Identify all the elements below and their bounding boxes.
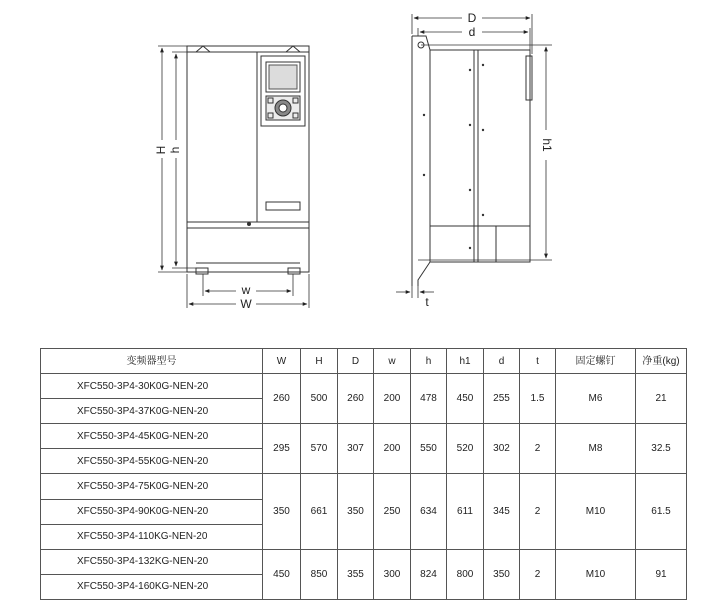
column-header: h	[411, 349, 447, 374]
column-header: 变频器型号	[41, 349, 263, 374]
value-cell-h1: 800	[447, 549, 484, 599]
value-cell-d: 345	[484, 474, 520, 549]
value-cell-screw: M8	[556, 424, 636, 474]
value-cell-t: 2	[520, 549, 556, 599]
table-row	[41, 424, 687, 449]
value-cell-h: 824	[411, 549, 447, 599]
column-header: w	[374, 349, 411, 374]
table-header-row	[41, 349, 687, 374]
value-cell-weight: 21	[636, 374, 687, 424]
value-cell-w: 200	[374, 424, 411, 474]
model-cell: XFC550-3P4-132KG-NEN-20	[41, 549, 263, 574]
value-cell-h: 661	[301, 474, 338, 549]
table-row	[41, 549, 687, 574]
model-cell: XFC550-3P4-30K0G-NEN-20	[41, 374, 263, 399]
value-cell-w: 450	[263, 549, 301, 599]
value-cell-d: 350	[338, 474, 374, 549]
value-cell-d: 355	[338, 549, 374, 599]
label-d: d	[468, 25, 476, 39]
front-view	[187, 46, 309, 274]
model-cell: XFC550-3P4-90K0G-NEN-20	[41, 499, 263, 524]
label-h: h	[168, 146, 183, 154]
value-cell-weight: 91	[636, 549, 687, 599]
value-cell-w: 300	[374, 549, 411, 599]
bottom-right-foot	[288, 268, 300, 274]
model-cell: XFC550-3P4-45K0G-NEN-20	[41, 424, 263, 449]
column-header: 固定螺钉	[556, 349, 636, 374]
value-cell-t: 1.5	[520, 374, 556, 424]
column-header: D	[338, 349, 374, 374]
value-cell-d: 255	[484, 374, 520, 424]
nameplate-slot	[266, 202, 300, 210]
label-w: w	[241, 283, 251, 297]
value-cell-h: 500	[301, 374, 338, 424]
value-cell-h1: 520	[447, 424, 484, 474]
value-cell-h: 634	[411, 474, 447, 549]
top-left-tab	[196, 46, 210, 52]
table-row	[41, 374, 687, 399]
model-cell: XFC550-3P4-37K0G-NEN-20	[41, 399, 263, 424]
column-header: t	[520, 349, 556, 374]
value-cell-d: 302	[484, 424, 520, 474]
column-header: 净重(kg)	[636, 349, 687, 374]
bottom-left-foot	[196, 268, 208, 274]
value-cell-w: 200	[374, 374, 411, 424]
value-cell-h: 850	[301, 549, 338, 599]
model-cell: XFC550-3P4-75K0G-NEN-20	[41, 474, 263, 499]
model-cell: XFC550-3P4-160KG-NEN-20	[41, 574, 263, 599]
value-cell-w: 295	[263, 424, 301, 474]
value-cell-t: 2	[520, 424, 556, 474]
value-cell-screw: M10	[556, 474, 636, 549]
value-cell-d: 350	[484, 549, 520, 599]
column-header: W	[263, 349, 301, 374]
value-cell-t: 2	[520, 474, 556, 549]
value-cell-d: 260	[338, 374, 374, 424]
side-view	[412, 36, 532, 286]
label-H: H	[154, 145, 169, 155]
value-cell-screw: M10	[556, 549, 636, 599]
label-W: W	[240, 297, 252, 311]
value-cell-screw: M6	[556, 374, 636, 424]
side-keypad-protrusion	[526, 56, 532, 100]
model-cell: XFC550-3P4-55K0G-NEN-20	[41, 449, 263, 474]
value-cell-w: 350	[263, 474, 301, 549]
top-right-tab	[286, 46, 300, 52]
value-cell-w: 250	[374, 474, 411, 549]
label-D: D	[467, 11, 477, 25]
table-row	[41, 474, 687, 499]
value-cell-h1: 450	[447, 374, 484, 424]
value-cell-h: 570	[301, 424, 338, 474]
dimension-spec-table	[40, 348, 687, 600]
value-cell-weight: 32.5	[636, 424, 687, 474]
label-h1: h1	[539, 138, 554, 152]
model-cell: XFC550-3P4-110KG-NEN-20	[41, 524, 263, 549]
column-header: d	[484, 349, 520, 374]
label-t: t	[425, 295, 429, 309]
side-body-outline	[430, 50, 530, 262]
value-cell-weight: 61.5	[636, 474, 687, 549]
value-cell-h: 550	[411, 424, 447, 474]
value-cell-w: 260	[263, 374, 301, 424]
value-cell-h: 478	[411, 374, 447, 424]
value-cell-d: 307	[338, 424, 374, 474]
value-cell-h1: 611	[447, 474, 484, 549]
column-header: h1	[447, 349, 484, 374]
column-header: H	[301, 349, 338, 374]
